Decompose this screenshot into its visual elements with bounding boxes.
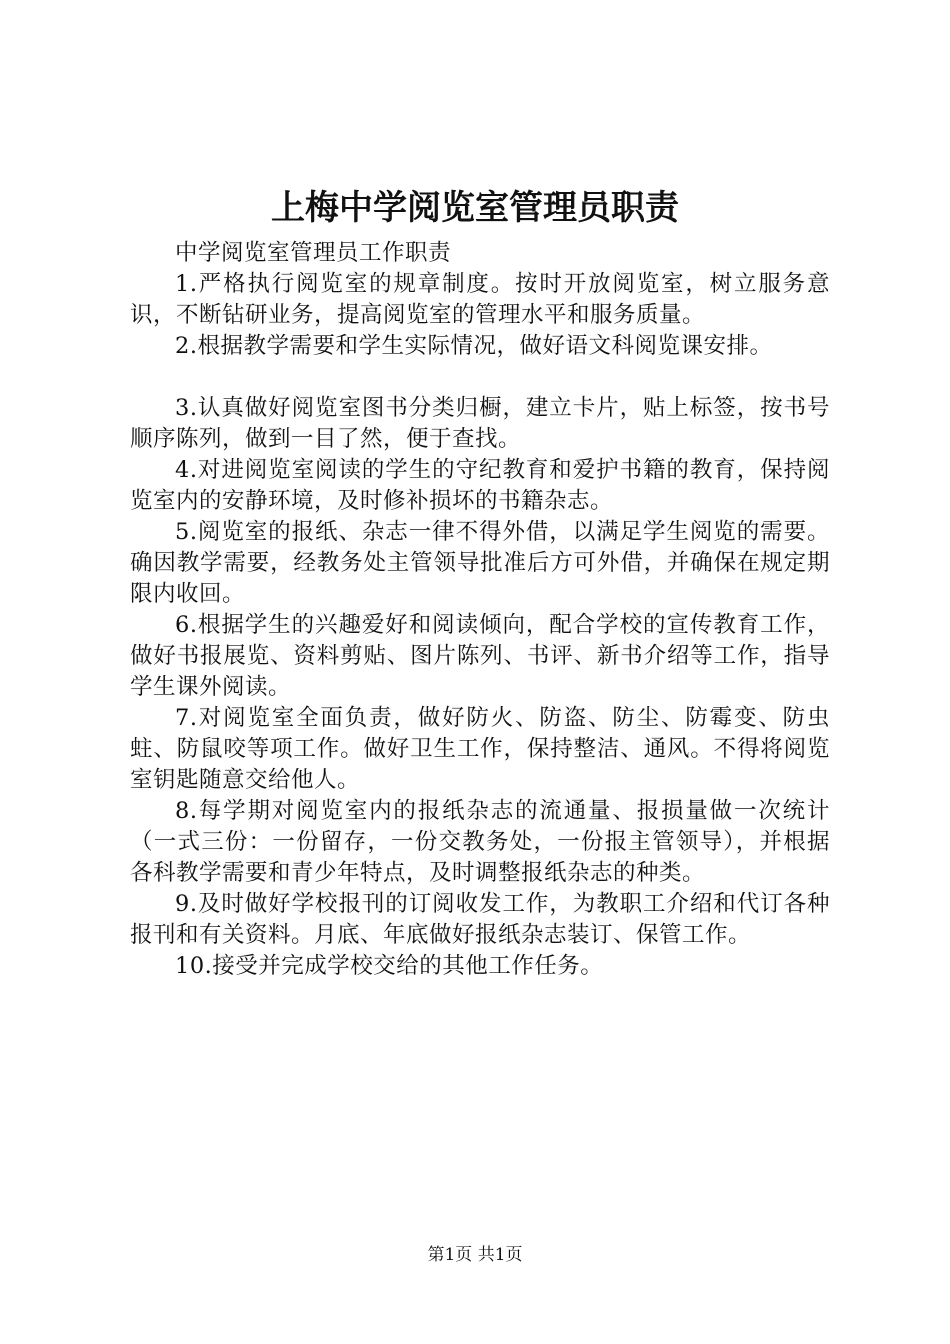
document-body: [130, 238, 830, 982]
subtitle-paragraph: 中学阅览室管理员工作职责: [175, 240, 452, 266]
duty-item-3: 3.认真做好阅览室图书分类归橱，建立卡片，贴上标签，按书号顺序陈列，做到一目了然，便于查找。: [130, 395, 830, 452]
duty-item-8: 8.每学期对阅览室内的报纸杂志的流通量、报损量做一次统计（一式三份：一份留存，一份交教务处，一份报主管领导），并根据各科教学需要和青少年特点，及时调整报纸杂志的种类。: [130, 798, 830, 886]
duty-item-7: 7.对阅览室全面负责，做好防火、防盗、防尘、防霉变、防虫蛀、防鼠咬等项工作。做好卫生工作，保持整洁、通风。不得将阅览室钥匙随意交给他人。: [130, 705, 830, 793]
duty-item-1: 1.严格执行阅览室的规章制度。按时开放阅览室，树立服务意识，不断钻研业务，提高阅览室的管理水平和服务质量。: [130, 271, 830, 328]
document-title: 上梅中学阅览室管理员职责: [271, 188, 679, 228]
duty-item-2: 2.根据教学需要和学生实际情况，做好语文科阅览课安排。: [175, 333, 773, 359]
duty-item-4: 4.对进阅览室阅读的学生的守纪教育和爱护书籍的教育，保持阅览室内的安静环境，及时修补损坏的书籍杂志。: [130, 457, 830, 514]
duty-item-9: 9.及时做好学校报刊的订阅收发工作，为教职工介绍和代订各种报刊和有关资料。月底、年底做好报纸杂志装订、保管工作。: [130, 891, 830, 948]
page-number-footer: 第1页 共1页: [427, 1245, 523, 1265]
duty-item-10: 10.接受并完成学校交给的其他工作任务。: [175, 953, 604, 979]
duty-item-6: 6.根据学生的兴趣爱好和阅读倾向，配合学校的宣传教育工作，做好书报展览、资料剪贴、图片陈列、书评、新书介绍等工作，指导学生课外阅读。: [130, 612, 830, 700]
duty-item-5: 5.阅览室的报纸、杂志一律不得外借，以满足学生阅览的需要。确因教学需要，经教务处主管领导批准后方可外借，并确保在规定期限内收回。: [130, 519, 830, 607]
